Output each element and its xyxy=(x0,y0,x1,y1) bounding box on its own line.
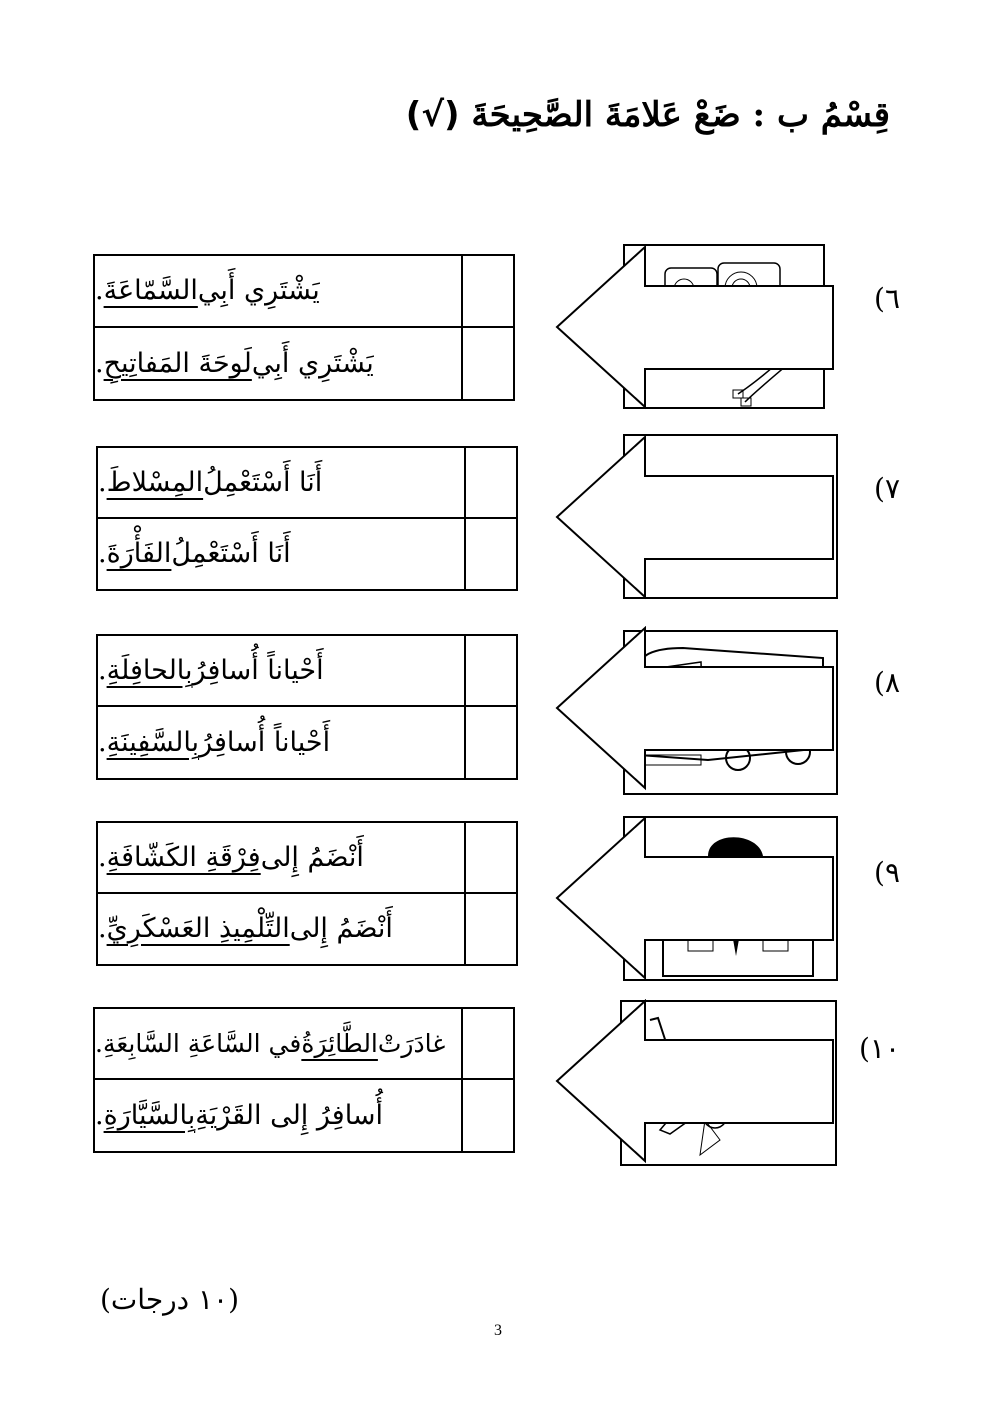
option-sentence: أَحْياناً أُسافِرُ بِالحافِلَةِ . xyxy=(98,655,324,686)
option-row xyxy=(98,636,516,707)
question-number-8: ٨) xyxy=(874,666,900,699)
arrow-8 xyxy=(555,626,835,791)
arrow-6 xyxy=(555,245,835,410)
check-box[interactable] xyxy=(461,328,513,400)
option-row xyxy=(95,1080,513,1151)
option-sentence: أَنْضَمُ إِلى التِّلْمِيذِ العَسْكَرِيِّ . xyxy=(98,913,393,945)
page-number: 3 xyxy=(494,1322,502,1339)
arrow-9 xyxy=(555,816,835,981)
option-row xyxy=(95,1009,513,1080)
answer-table-7 xyxy=(96,446,518,591)
check-box[interactable] xyxy=(461,256,513,326)
option-row xyxy=(95,328,513,400)
option-sentence: أَنَا أَسْتَعْمِلُ المِسْلاطَ . xyxy=(98,466,323,498)
check-box[interactable] xyxy=(464,894,516,965)
option-row xyxy=(95,256,513,328)
question-number-6: ٦) xyxy=(874,282,900,315)
check-box[interactable] xyxy=(464,448,516,517)
option-row xyxy=(98,448,516,519)
option-sentence: غادَرَتْ الطَّائِرَةُ في السَّاعَةِ السَّابِعَةِ. xyxy=(95,1029,446,1058)
check-box[interactable] xyxy=(464,823,516,892)
option-sentence: أَنَا أَسْتَعْمِلُ الفَأْرَةَ . xyxy=(98,538,291,570)
check-box[interactable] xyxy=(461,1009,513,1078)
answer-table-9 xyxy=(96,821,518,966)
check-box[interactable] xyxy=(461,1080,513,1151)
question-number-10: ١٠) xyxy=(858,1032,900,1065)
option-row xyxy=(98,519,516,590)
option-row xyxy=(98,707,516,778)
answer-table-10 xyxy=(93,1007,515,1153)
arrow-7 xyxy=(555,435,835,600)
score-label: (١٠ درجات) xyxy=(100,1283,240,1316)
title-text: قِسْمُ ب : ضَعْ عَلامَةَ الصَّحِيحَةَ xyxy=(471,95,890,135)
option-sentence: أُسافِرُ إِلى القَرْيَةِ بِالسَّيَّارَةِ . xyxy=(95,1100,384,1131)
question-number-9: ٩) xyxy=(874,856,900,889)
question-number-7: ٧) xyxy=(874,472,900,505)
page-title xyxy=(406,95,890,135)
answer-table-8 xyxy=(96,634,518,780)
option-row xyxy=(98,894,516,965)
option-sentence: أَنْضَمُ إِلى فِرْقَةِ الكَشّافَةِ . xyxy=(98,841,364,873)
option-sentence: يَشْتَرِي أَبِي السَّمّاعَةَ . xyxy=(95,275,320,307)
check-box[interactable] xyxy=(464,707,516,778)
option-sentence: أَحْياناً أُسافِرُ بِالسَّفِينَةِ . xyxy=(98,727,331,758)
check-box[interactable] xyxy=(464,636,516,705)
check-symbol: (√) xyxy=(405,95,460,135)
check-box[interactable] xyxy=(464,519,516,590)
option-sentence: يَشْتَرِي أَبِي لَوحَةَ المَفاتِيحِ . xyxy=(95,347,374,379)
answer-table-6 xyxy=(93,254,515,401)
option-row xyxy=(98,823,516,894)
arrow-10 xyxy=(555,999,835,1164)
